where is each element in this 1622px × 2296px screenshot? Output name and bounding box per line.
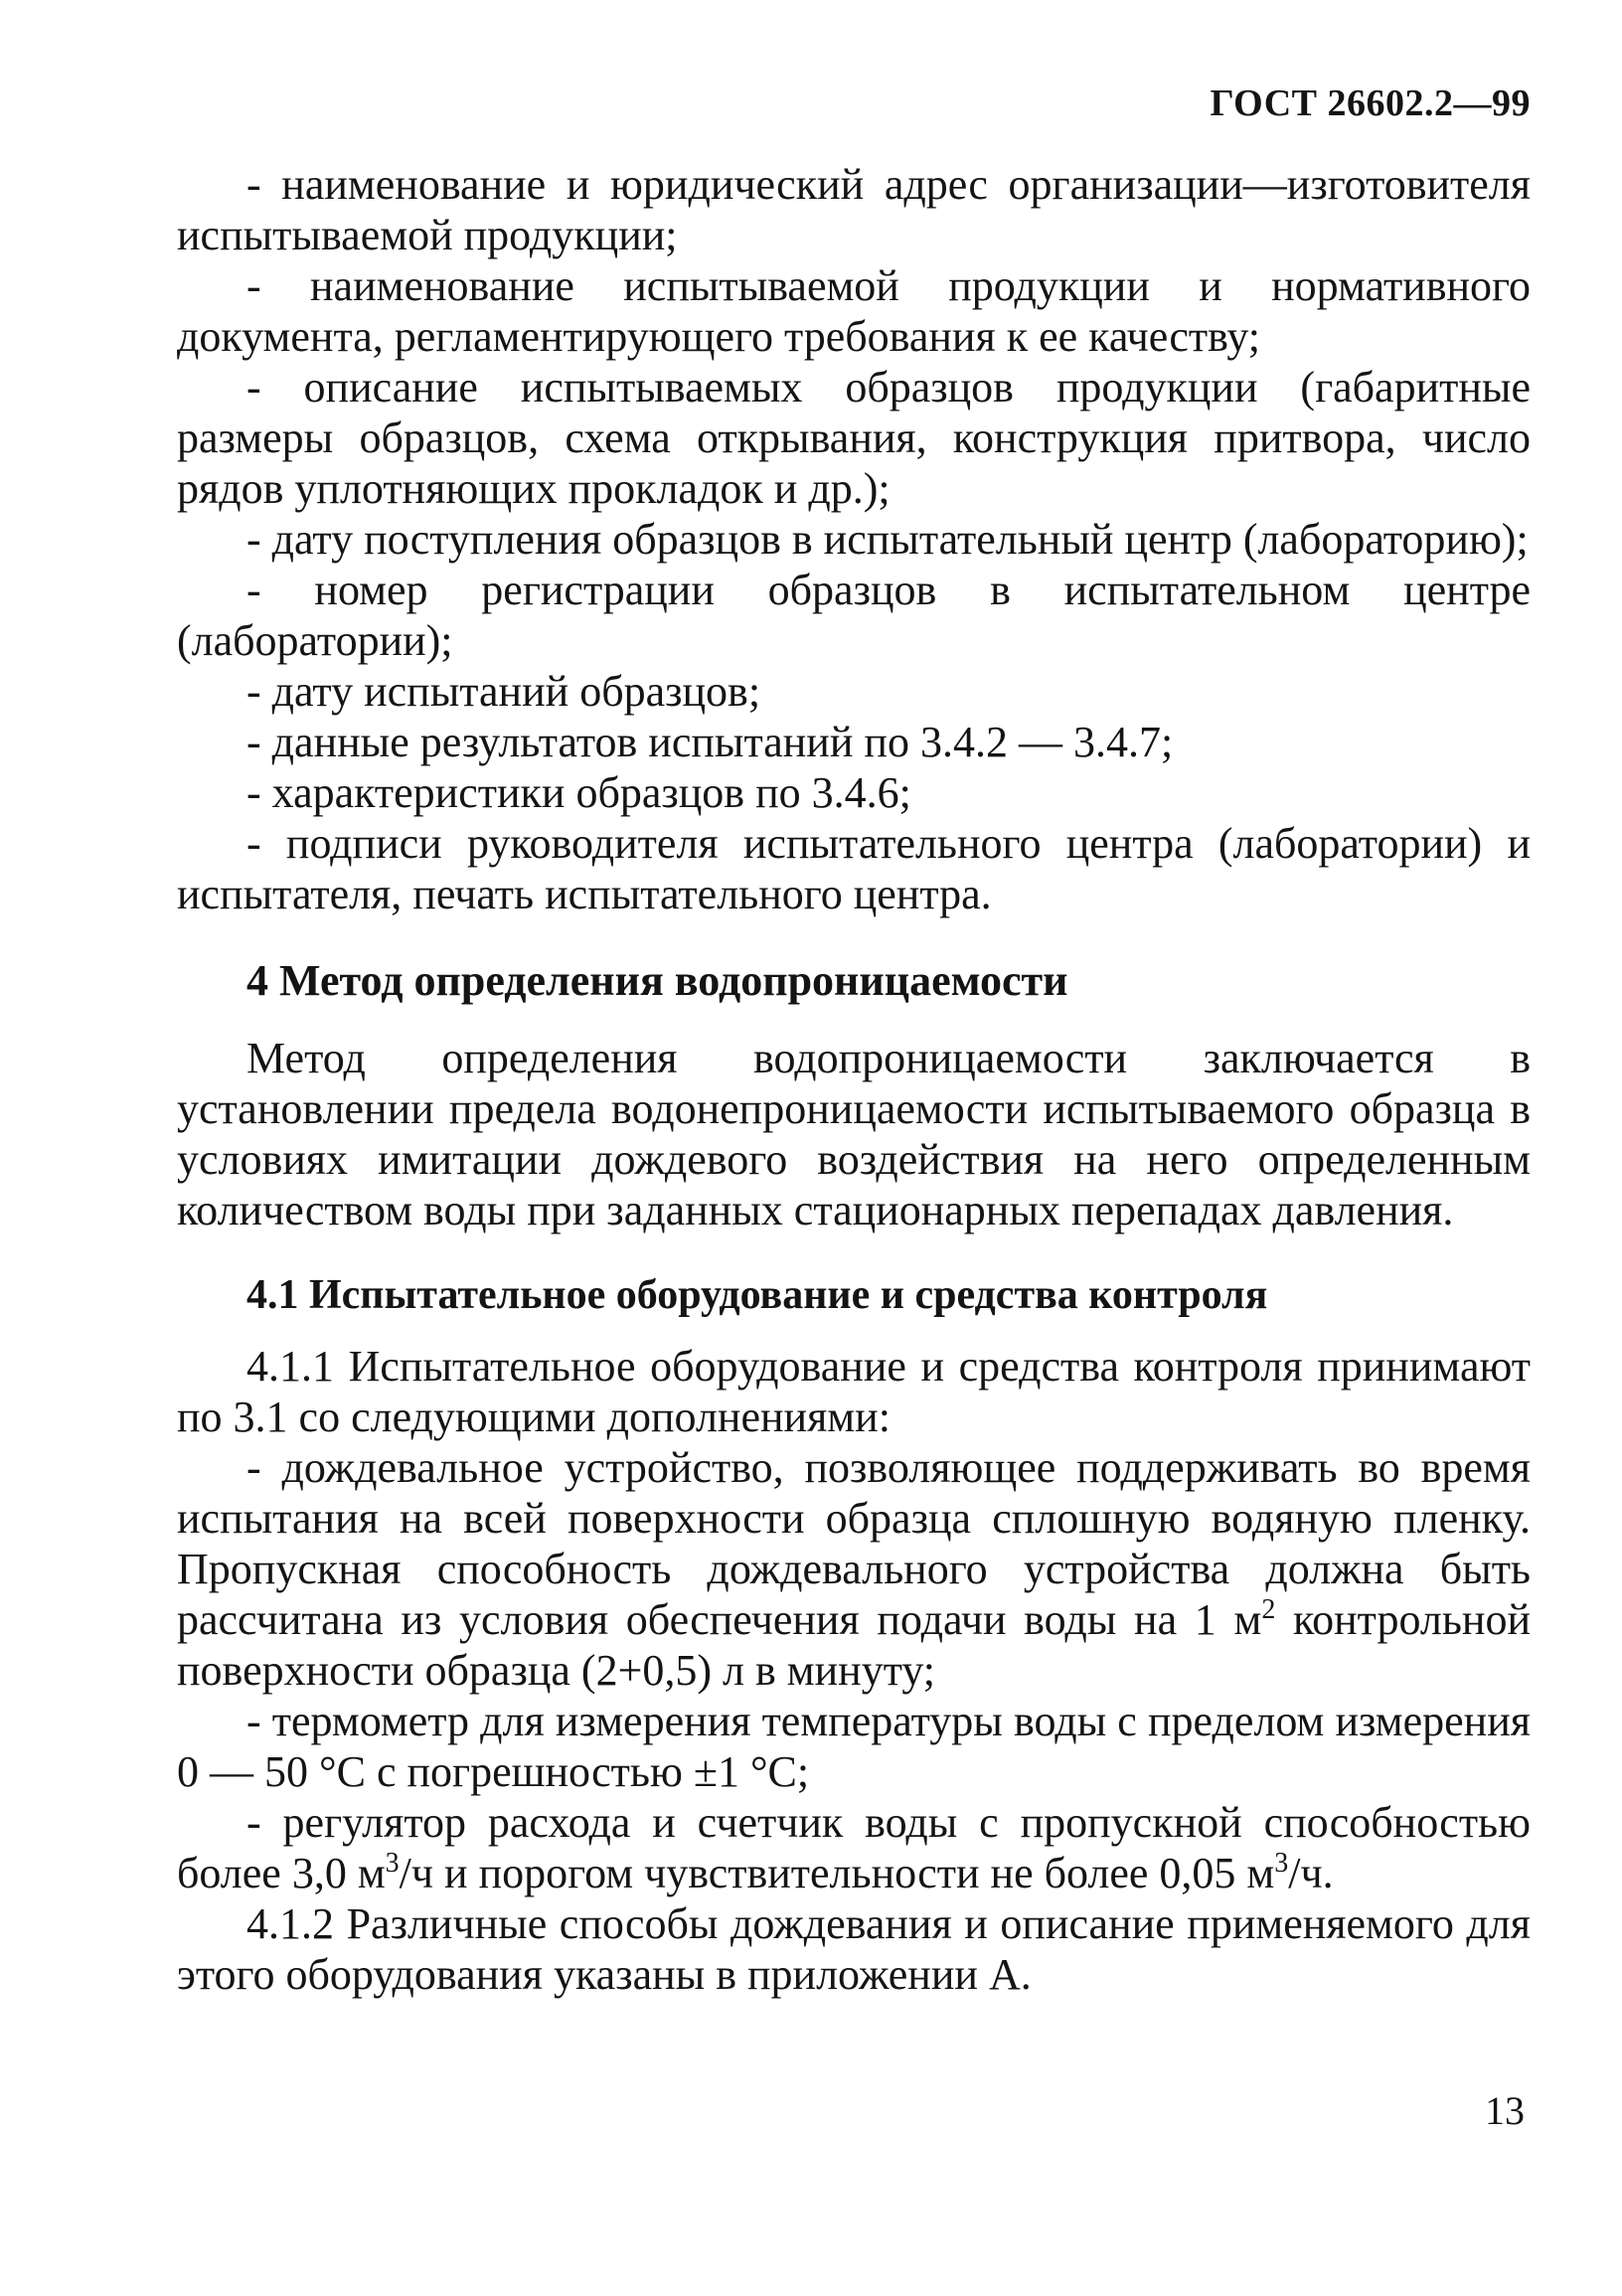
list-item: - дату испытаний образцов; (246, 667, 761, 716)
page-number: 13 (1485, 2088, 1525, 2133)
list-item: - наименование и юридический адрес организации—изготовителя испытываемой продукции; (177, 160, 1531, 259)
requirements-list (177, 159, 1531, 919)
section-4-1-title: 4.1 Испытательное оборудование и средства контроля (246, 1272, 1268, 1318)
flow-regulator-text-b: /ч и порогом чувствительности не более 0,05 м (399, 1849, 1275, 1897)
list-item: - данные результатов испытаний по 3.4.2 — 3.4.7; (246, 718, 1174, 766)
list-item: - описание испытываемых образцов продукции (габаритные размеры образцов, схема открывания, конструкция притвора, число рядов уплотняющих прокладок и др.); (177, 363, 1531, 513)
section-4-title: 4 Метод определения водопроницаемости (246, 956, 1068, 1005)
clause-4-1-1: 4.1.1 Испытательное оборудование и средства контроля принимают по 3.1 со следующими дополнениями: (177, 1342, 1531, 1441)
clause-4-1-2: 4.1.2 Различные способы дождевания и описание применяемого для этого оборудования указаны в приложении А. (177, 1899, 1531, 1999)
rain-device-item (177, 1442, 1531, 1696)
page-content (177, 159, 1531, 2000)
flow-regulator-sup-1: 3 (385, 1848, 400, 1879)
flow-regulator-text-c: /ч. (1288, 1849, 1334, 1897)
list-item: - дату поступления образцов в испытательный центр (лабораторию); (246, 515, 1529, 564)
flow-regulator-item (177, 1797, 1531, 1898)
flow-regulator-sup-2: 3 (1274, 1848, 1289, 1879)
list-item: - номер регистрации образцов в испытательном центре (лаборатории); (177, 566, 1531, 665)
rain-device-sup: 2 (1261, 1594, 1276, 1625)
rain-device-text-b: контрольной поверхности образца (2+0,5) л в минуту; (177, 1595, 1531, 1695)
list-item: - наименование испытываемой продукции и нормативного документа, регламентирующего требования к ее качеству; (177, 261, 1531, 361)
document-code-header: ГОСТ 26602.2—99 (1210, 82, 1531, 124)
list-item: - характеристики образцов по 3.4.6; (246, 768, 911, 817)
thermometer-item: - термометр для измерения температуры воды с пределом измерения 0 — 50 °С с погрешностью ±1 °С; (177, 1697, 1531, 1796)
list-item: - подписи руководителя испытательного центра (лаборатории) и испытателя, печать испытательного центра. (177, 819, 1531, 918)
rain-device-text-a: - дождевальное устройство, позволяющее поддерживать во время испытания на всей поверхности образца сплошную водяную пленку. Пропускная способность дождевального устройства должна быть рассчитана из условия обеспечения подачи воды на 1 м (177, 1443, 1531, 1644)
section-4-intro: Метод определения водопроницаемости заключается в установлении предела водонепроницаемости испытываемого образца в условиях имитации дождевого воздействия на него определенным количеством воды при заданных стационарных перепадах давления. (177, 1034, 1531, 1234)
flow-regulator-text-a: - регулятор расхода и счетчик воды с пропускной способностью более 3,0 м (177, 1798, 1531, 1897)
